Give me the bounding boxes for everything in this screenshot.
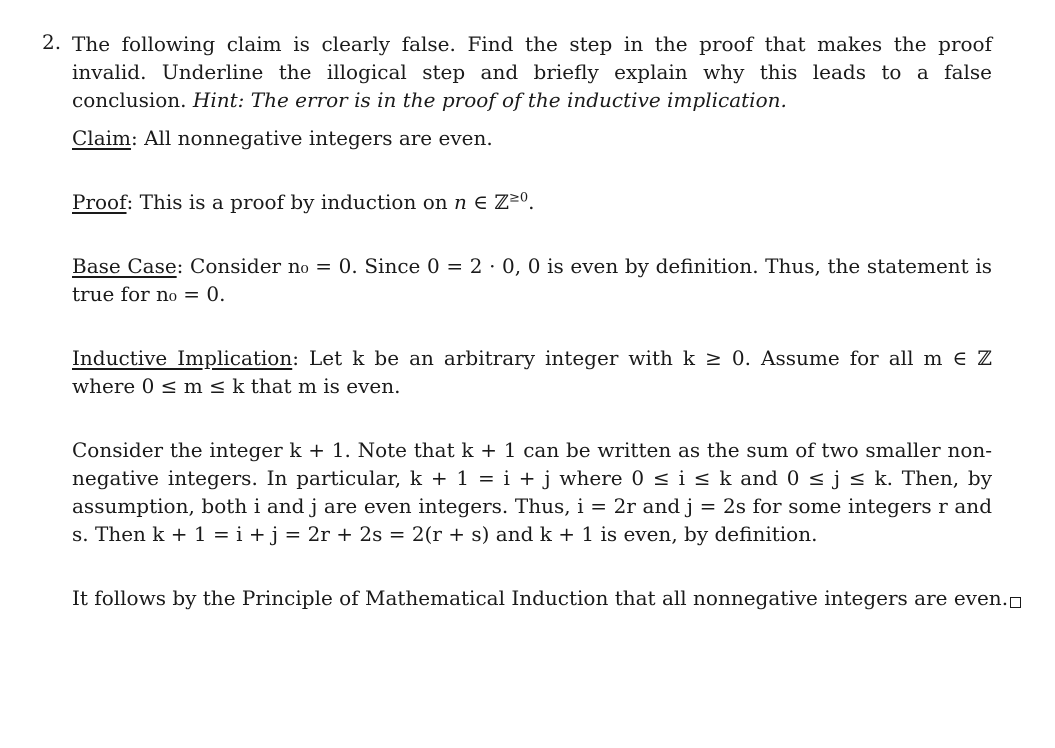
proof-math-sup: ≥0 — [508, 190, 529, 206]
problem-2 — [42, 30, 1009, 612]
proof-math-in: ∈ ℤ — [466, 190, 509, 214]
inductive-implication-label: Inductive Implication — [72, 346, 293, 370]
problem-number: 2. — [42, 30, 62, 54]
hint-text: Hint: The error is in the proof of the inductive implication. — [192, 88, 787, 112]
qed-square-icon — [1010, 597, 1021, 608]
base-case-label: Base Case — [72, 254, 177, 278]
claim-text: : All nonnegative integers are even. — [130, 126, 493, 150]
problem-statement — [72, 30, 992, 114]
consider-text: Consider the integer k + 1. Note that k + 1 can be written as the sum of two smaller non-negative integers. In particular, k + 1 = i + j where 0 ≤ i ≤ k and 0 ≤ j ≤ k. Then, by assumption, both i and j are even integers. Thus, i = 2r and j = 2s for some integers r and s. Then k + 1 = i + j = 2r + 2s = 2(r + s) and k + 1 is even, by definition. — [72, 438, 992, 546]
conclusion-paragraph — [72, 584, 1009, 612]
conclusion-text: It follows by the Principle of Mathematical Induction that all nonnegative integers are even. — [72, 586, 1009, 610]
claim-paragraph — [72, 124, 992, 152]
statement-text: The following claim is clearly false. Find the step in the proof that makes the proof invalid. Underline the illogical step and briefly explain why this leads to a false conclusion. — [72, 32, 992, 112]
consider-paragraph — [72, 436, 992, 548]
base-case-paragraph — [72, 252, 992, 308]
inductive-implication-paragraph — [72, 344, 992, 400]
claim-label: Claim — [72, 126, 131, 150]
proof-text: : This is a proof by induction on — [126, 190, 454, 214]
proof-label: Proof — [72, 190, 127, 214]
problem-body — [72, 30, 1009, 612]
proof-paragraph — [72, 188, 992, 216]
proof-text-end: . — [528, 190, 535, 214]
proof-math-n: n — [453, 190, 467, 214]
inductive-implication-text: : Let k be an arbitrary integer with k ≥ 0. Assume for all m ∈ ℤ where 0 ≤ m ≤ k that m is even. — [72, 346, 992, 398]
base-case-text: : Consider n₀ = 0. Since 0 = 2 · 0, 0 is even by definition. Thus, the statement is true for n₀ = 0. — [72, 254, 992, 306]
